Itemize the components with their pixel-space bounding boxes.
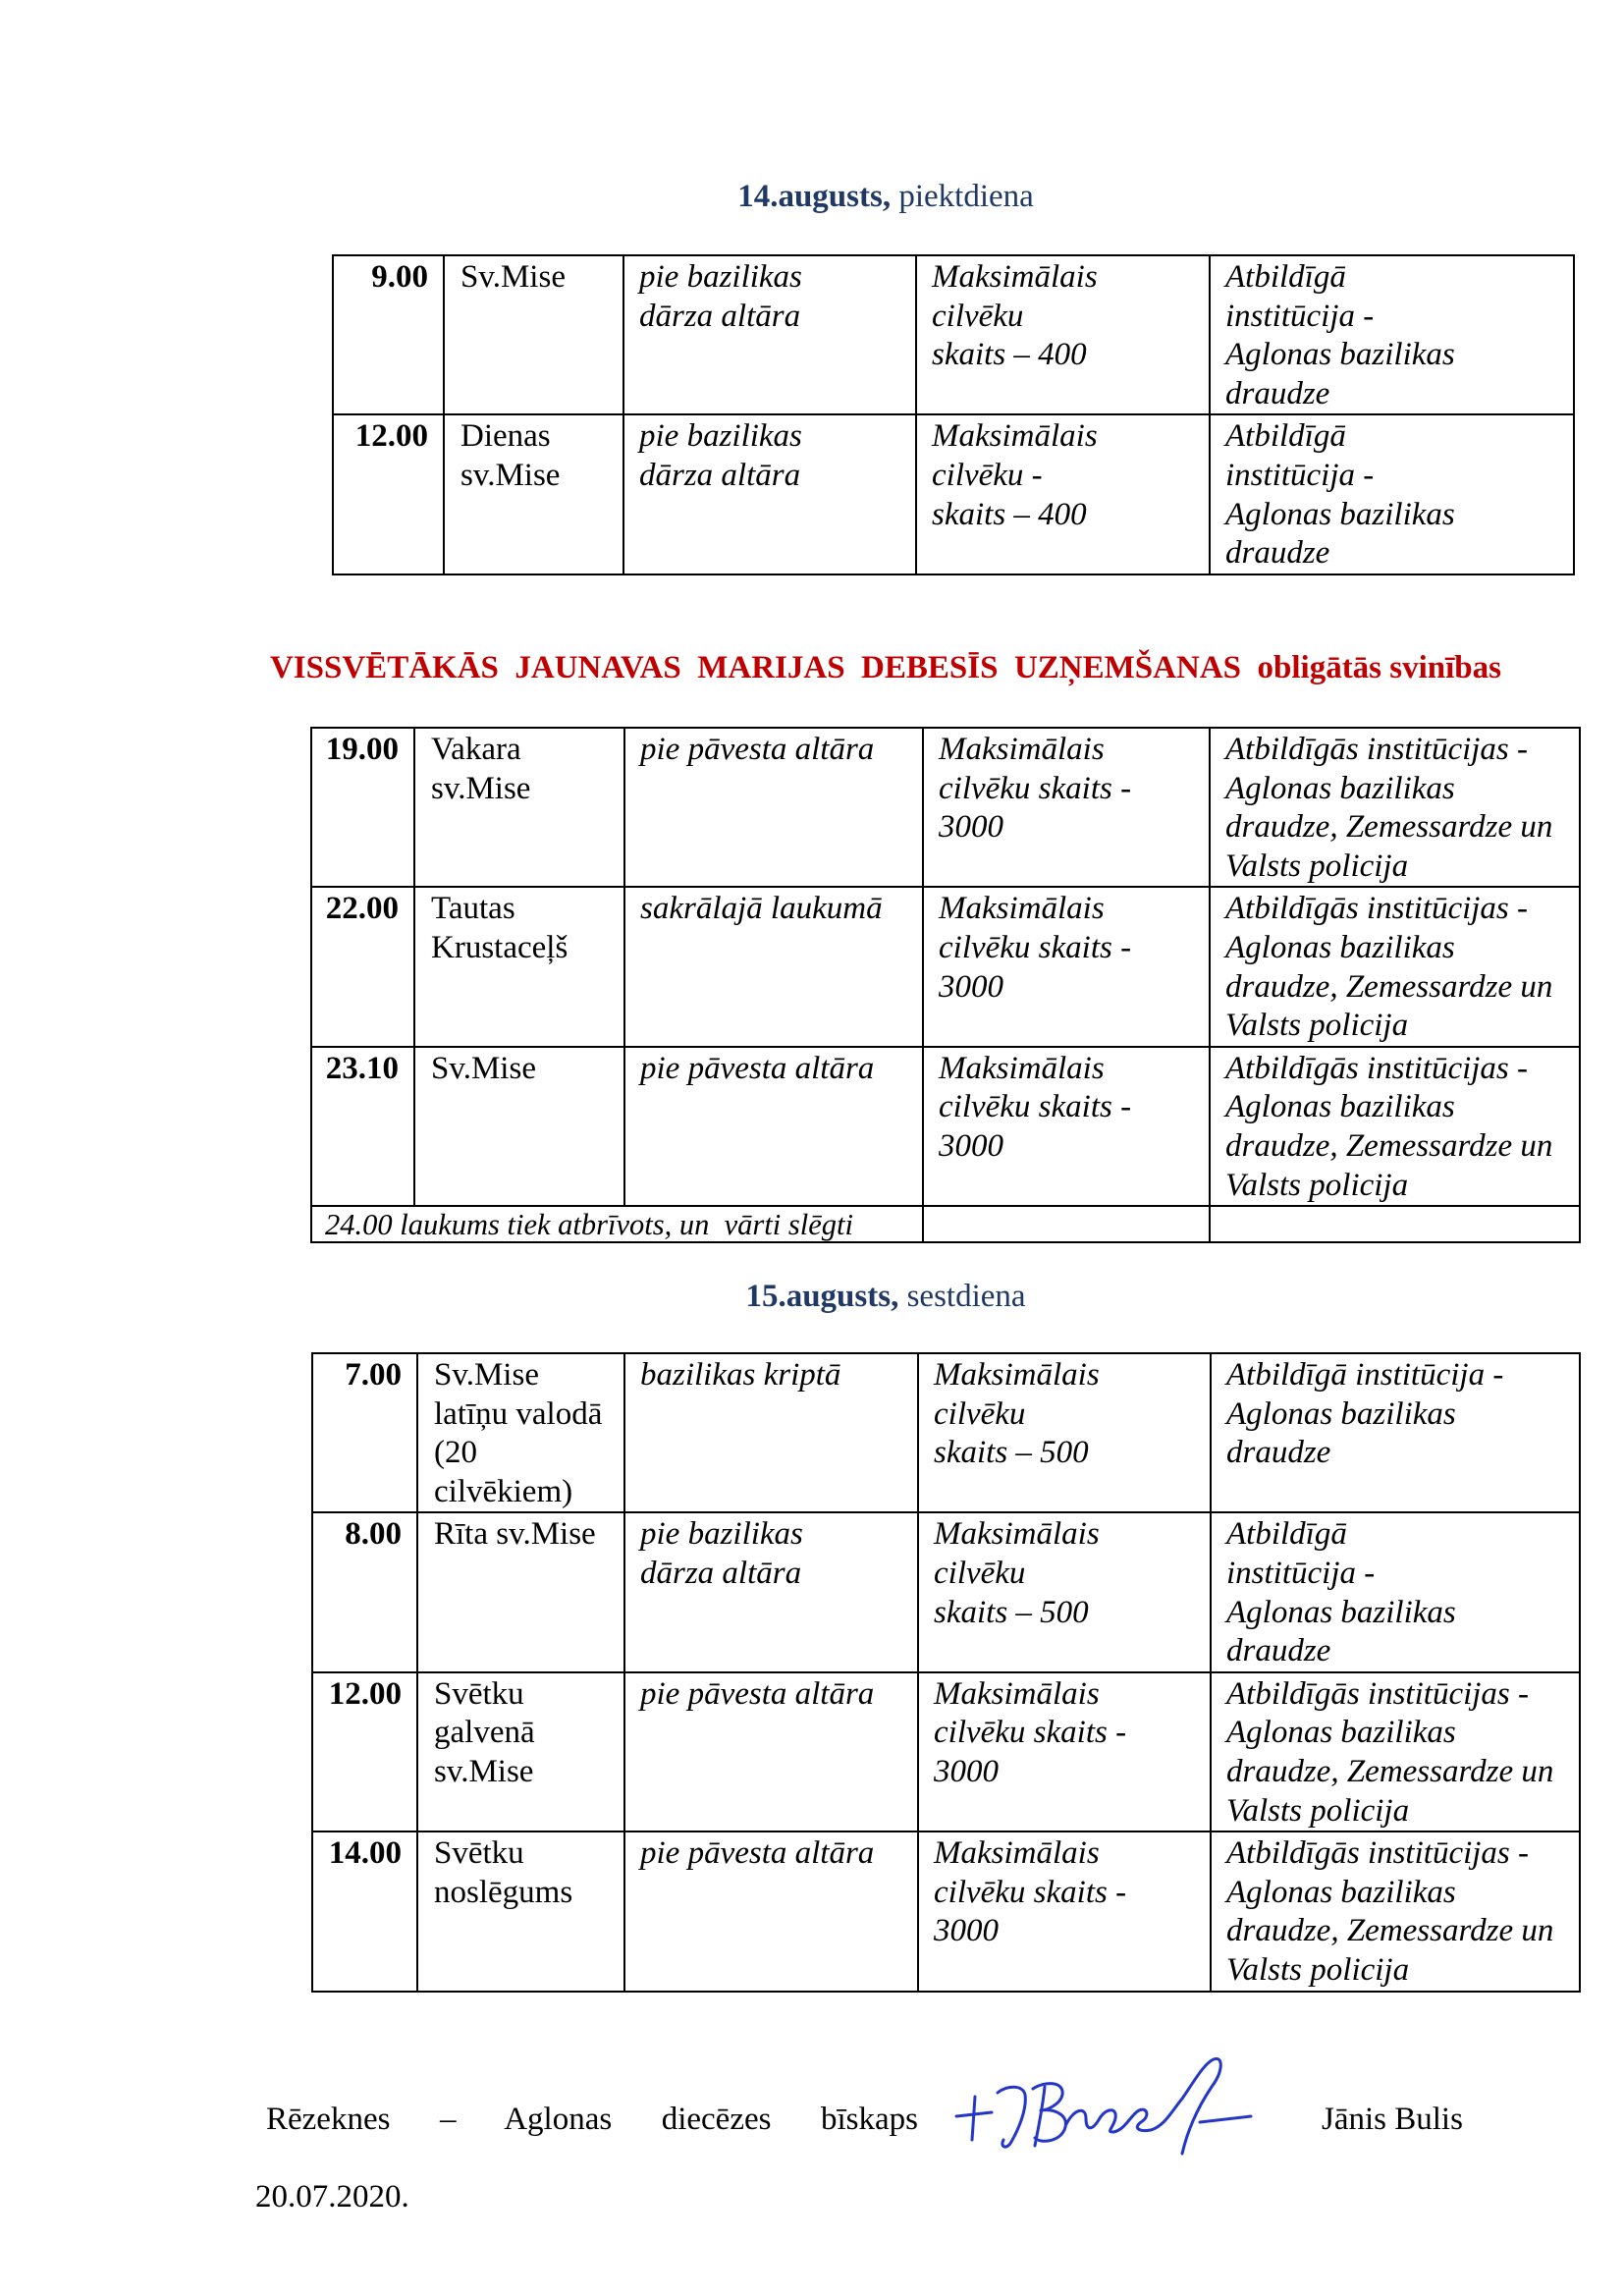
time-cell: 19.00 xyxy=(311,728,414,887)
responsible-cell: Atbildīgās institūcijas - Aglonas bazilikas draudze, Zemessardze un Valsts policija xyxy=(1211,1831,1580,1991)
time-cell: 12.00 xyxy=(312,1672,417,1831)
capacity-cell: Maksimālais cilvēku skaits - 3000 xyxy=(918,1831,1211,1991)
time-cell: 9.00 xyxy=(333,255,444,414)
place-cell: pie pāvesta altāra xyxy=(624,728,923,887)
heading-date: 15.augusts, xyxy=(745,1279,899,1314)
signatory-title: Rēzeknes – Aglonas diecēzes bīskaps xyxy=(266,2102,918,2137)
schedule-row xyxy=(311,728,1580,887)
capacity-cell: Maksimālais cilvēku skaits – 400 xyxy=(916,255,1210,414)
place-cell: pie bazilikas dārza altāra xyxy=(624,1512,918,1671)
place-cell: pie pāvesta altāra xyxy=(624,1672,918,1831)
capacity-cell: Maksimālais cilvēku skaits – 500 xyxy=(918,1512,1211,1671)
responsible-cell: Atbildīgā institūcija - Aglonas bazilikas draudze xyxy=(1210,255,1574,414)
schedule-table-body xyxy=(311,728,1580,1206)
heading-date: 14.augusts, xyxy=(737,179,892,214)
day-heading-aug14 xyxy=(255,177,1516,216)
time-cell: 23.10 xyxy=(311,1047,414,1206)
schedule-row xyxy=(312,1353,1580,1512)
closing-note: 24.00 laukums tiek atbrīvots, un vārti slēgti xyxy=(311,1206,923,1242)
empty-cell xyxy=(923,1206,1210,1242)
responsible-cell: Atbildīgās institūcijas - Aglonas bazilikas draudze, Zemessardze un Valsts policija xyxy=(1210,1047,1580,1206)
schedule-row xyxy=(312,1672,1580,1831)
responsible-cell: Atbildīgās institūcijas - Aglonas bazilikas draudze, Zemessardze un Valsts policija xyxy=(1210,887,1580,1046)
capacity-cell: Maksimālais cilvēku - skaits – 400 xyxy=(916,414,1210,574)
schedule-table-feast xyxy=(310,727,1581,1243)
responsible-cell: Atbildīgās institūcijas - Aglonas bazilikas draudze, Zemessardze un Valsts policija xyxy=(1210,728,1580,887)
schedule-table-body xyxy=(312,1353,1580,1992)
capacity-cell: Maksimālais cilvēku skaits - 3000 xyxy=(923,887,1210,1046)
place-cell: pie bazilikas dārza altāra xyxy=(623,414,916,574)
event-cell: Sv.Mise xyxy=(414,1047,624,1206)
event-cell: Rīta sv.Mise xyxy=(417,1512,624,1671)
feast-title: VISSVĒTĀKĀS JAUNAVAS MARIJAS DEBESĪS UZŅEMŠANAS obligātās svinības xyxy=(269,650,1502,685)
time-cell: 22.00 xyxy=(311,887,414,1046)
closing-note-row xyxy=(311,1206,1580,1242)
place-cell: pie pāvesta altāra xyxy=(624,1831,918,1991)
event-cell: Dienas sv.Mise xyxy=(444,414,623,574)
time-cell: 8.00 xyxy=(312,1512,417,1671)
responsible-cell: Atbildīgā institūcija - Aglonas bazilikas draudze xyxy=(1210,414,1574,574)
signatory-name: Jānis Bulis xyxy=(1322,2102,1463,2137)
event-cell: Sv.Mise latīņu valodā (20 cilvēkiem) xyxy=(417,1353,624,1512)
responsible-cell: Atbildīgās institūcijas - Aglonas bazilikas draudze, Zemessardze un Valsts policija xyxy=(1211,1672,1580,1831)
handwritten-signature xyxy=(943,2048,1267,2165)
heading-weekday: sestdiena xyxy=(906,1279,1026,1314)
place-cell: pie bazilikas dārza altāra xyxy=(623,255,916,414)
schedule-row xyxy=(311,887,1580,1046)
event-cell: Svētku galvenā sv.Mise xyxy=(417,1672,624,1831)
empty-cell xyxy=(1210,1206,1580,1242)
event-cell: Vakara sv.Mise xyxy=(414,728,624,887)
document-date: 20.07.2020. xyxy=(255,2179,409,2214)
schedule-table-aug14 xyxy=(332,254,1575,575)
capacity-cell: Maksimālais cilvēku skaits – 500 xyxy=(918,1353,1211,1512)
responsible-cell: Atbildīgā institūcija - Aglonas bazilikas draudze xyxy=(1211,1353,1580,1512)
event-cell: Tautas Krustaceļš xyxy=(414,887,624,1046)
time-cell: 12.00 xyxy=(333,414,444,574)
schedule-table-body xyxy=(333,255,1574,574)
place-cell: sakrālajā laukumā xyxy=(624,887,923,1046)
schedule-table-aug15 xyxy=(311,1352,1581,1993)
heading-weekday: piektdiena xyxy=(898,179,1034,214)
schedule-row xyxy=(312,1831,1580,1991)
day-heading-aug15 xyxy=(255,1277,1516,1316)
responsible-cell: Atbildīgā institūcija - Aglonas bazilikas draudze xyxy=(1211,1512,1580,1671)
schedule-row xyxy=(311,1047,1580,1206)
place-cell: pie pāvesta altāra xyxy=(624,1047,923,1206)
capacity-cell: Maksimālais cilvēku skaits - 3000 xyxy=(923,728,1210,887)
place-cell: bazilikas kriptā xyxy=(624,1353,918,1512)
schedule-row xyxy=(333,255,1574,414)
schedule-row xyxy=(312,1512,1580,1671)
schedule-row xyxy=(333,414,1574,574)
schedule-table-footer xyxy=(311,1206,1580,1242)
time-cell: 7.00 xyxy=(312,1353,417,1512)
capacity-cell: Maksimālais cilvēku skaits - 3000 xyxy=(923,1047,1210,1206)
capacity-cell: Maksimālais cilvēku skaits - 3000 xyxy=(918,1672,1211,1831)
time-cell: 14.00 xyxy=(312,1831,417,1991)
event-cell: Sv.Mise xyxy=(444,255,623,414)
event-cell: Svētku noslēgums xyxy=(417,1831,624,1991)
